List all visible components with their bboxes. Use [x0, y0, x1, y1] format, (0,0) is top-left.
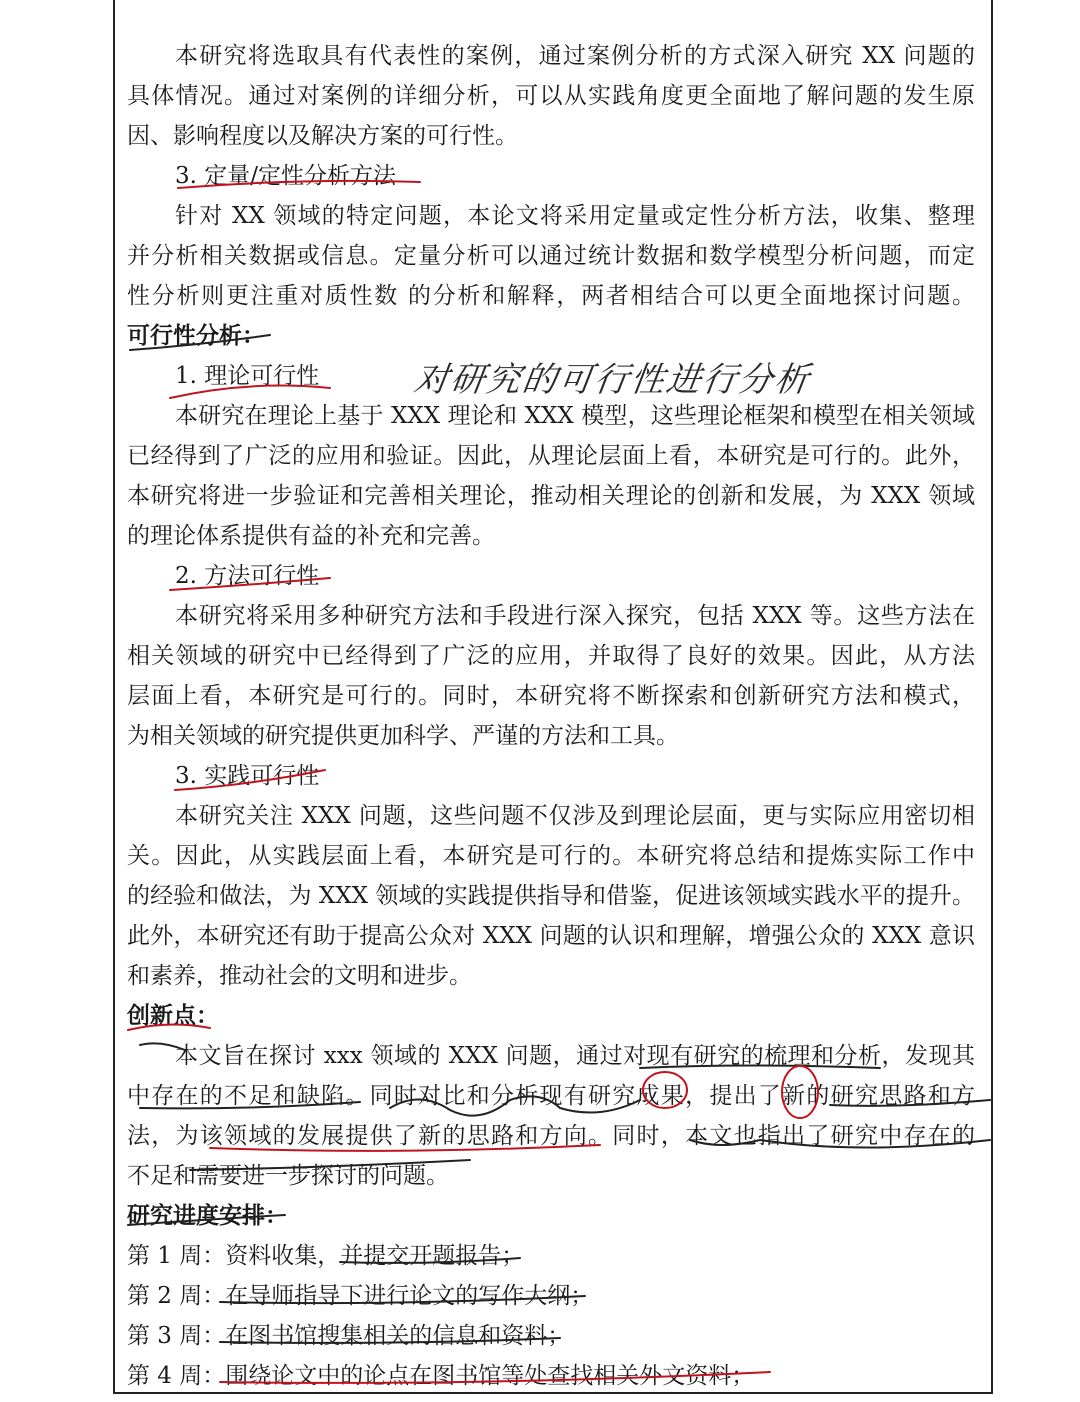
- text-line: 的经验和做法，为 XXX 领域的实践提供指导和借鉴，促进该领域实践水平的提升。: [127, 883, 975, 909]
- text-line: 第 4 周：围绕论文中的论点在图书馆等处查找相关外文资料；: [127, 1363, 755, 1389]
- subsection-heading: 1. 理论可行性: [175, 363, 320, 389]
- section-heading: 研究进度安排：: [127, 1202, 288, 1229]
- section-heading: 创新点：: [127, 1002, 219, 1029]
- text-line: 并分析相关数据或信息。定量分析可以通过统计数据和数学模型分析问题，而定: [127, 243, 975, 269]
- text-line: 第 3 周：在图书馆搜集相关的信息和资料；: [127, 1323, 571, 1349]
- text-line: 本研究在理论上基于 XXX 理论和 XXX 模型，这些理论框架和模型在相关领域: [175, 403, 975, 429]
- handwritten-annotation: 对研究的可行性进行分析: [411, 360, 814, 400]
- text-line: 本研究将选取具有代表性的案例，通过案例分析的方式深入研究 XX 问题的: [175, 43, 975, 69]
- text-line: 此外，本研究还有助于提高公众对 XXX 问题的认识和理解，增强公众的 XXX 意识: [127, 923, 975, 949]
- text-line: 本研究关注 XXX 问题，这些问题不仅涉及到理论层面，更与实际应用密切相: [175, 803, 975, 829]
- text-line: 的理论体系提供有益的补充和完善。: [127, 523, 495, 549]
- subsection-heading: 3. 实践可行性: [175, 763, 320, 789]
- text-line: 中存在的不足和缺陷。同时对比和分析现有研究成果，提出了新的研究思路和方: [127, 1083, 975, 1109]
- document-body: [127, 36, 975, 1396]
- text-line: 因、影响程度以及解决方案的可行性。: [127, 123, 518, 149]
- text-line: 相关领域的研究中已经得到了广泛的应用，并取得了良好的效果。因此，从方法: [127, 643, 975, 669]
- text-line: 第 2 周：在导师指导下进行论文的写作大纲；: [127, 1283, 594, 1309]
- text-line: 法，为该领域的发展提供了新的思路和方向。同时，本文也指出了研究中存在的: [127, 1123, 975, 1149]
- subsection-heading: 3. 定量/定性分析方法: [175, 163, 397, 189]
- section-heading: 可行性分析：: [127, 322, 265, 349]
- text-line: 本文旨在探讨 xxx 领域的 XXX 问题，通过对现有研究的梳理和分析，发现其: [175, 1043, 975, 1069]
- text-line: 本研究将采用多种研究方法和手段进行深入探究，包括 XXX 等。这些方法在: [175, 603, 975, 629]
- text-line: 关。因此，从实践层面上看，本研究是可行的。本研究将总结和提炼实际工作中: [127, 843, 975, 869]
- text-line: 针对 XX 领域的特定问题，本论文将采用定量或定性分析方法，收集、整理: [175, 203, 975, 229]
- text-line: 层面上看，本研究是可行的。同时，本研究将不断探索和创新研究方法和模式，: [127, 683, 975, 709]
- text-line: 具体情况。通过对案例的详细分析，可以从实践角度更全面地了解问题的发生原: [127, 83, 975, 109]
- text-line: 本研究将进一步验证和完善相关理论，推动相关理论的创新和发展，为 XXX 领域: [127, 483, 975, 509]
- text-line: 和素养，推动社会的文明和进步。: [127, 963, 472, 989]
- text-line: 为相关领域的研究提供更加科学、严谨的方法和工具。: [127, 723, 679, 749]
- subsection-heading: 2. 方法可行性: [175, 563, 320, 589]
- text-line: 不足和需要进一步探讨的问题。: [127, 1163, 449, 1189]
- text-line: 性分析则更注重对质性数 的分析和解释，两者相结合可以更全面地探讨问题。: [127, 283, 975, 309]
- text-line: 已经得到了广泛的应用和验证。因此，从理论层面上看，本研究是可行的。此外，: [127, 443, 975, 469]
- text-line: 第 1 周：资料收集，并提交开题报告；: [127, 1243, 525, 1269]
